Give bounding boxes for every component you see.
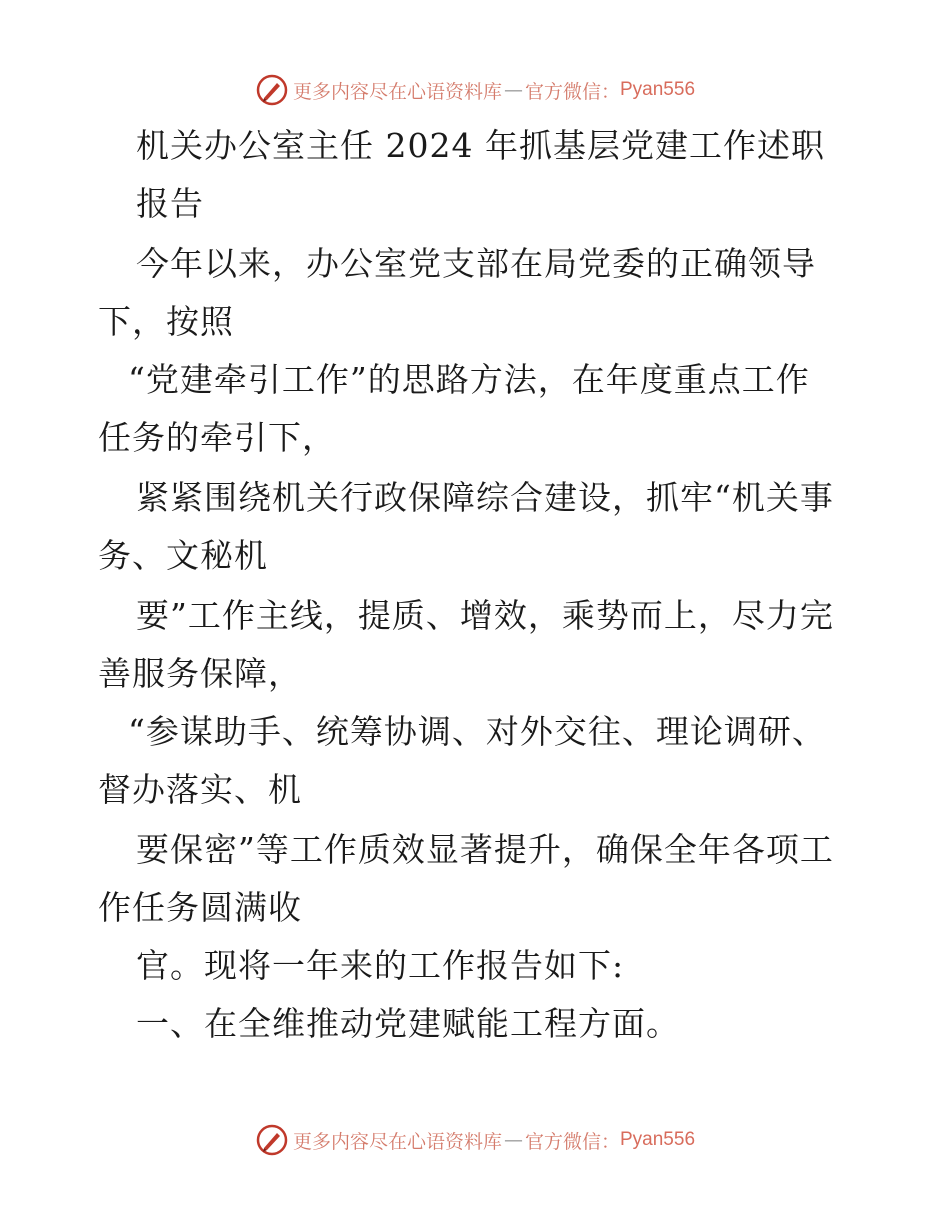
paragraph-line: 务、文秘机 <box>98 536 268 575</box>
paragraph-line: 官。现将一年来的工作报告如下: <box>136 946 625 985</box>
watermark-label: 官方微信： <box>524 80 620 103</box>
watermark-separator: — <box>503 79 523 101</box>
document-title-line-1: 机关办公室主任 2024 年抓基层党建工作述职 <box>136 126 825 165</box>
section-heading: 一、在全维推动党建赋能工程方面。 <box>136 1004 680 1043</box>
watermark-label: 官方微信： <box>524 1130 620 1153</box>
paragraph-line: 任务的牵引下， <box>98 418 336 457</box>
header-watermark <box>0 70 950 110</box>
pen-logo-icon <box>255 73 289 107</box>
paragraph-line: 紧紧围绕机关行政保障综合建设，抓牢“机关事 <box>136 478 834 517</box>
paragraph-line: 督办落实、机 <box>98 770 302 809</box>
paragraph-line: 要”工作主线，提质、增效，乘势而上，尽力完 <box>136 596 834 635</box>
paragraph-line: “参谋助手、统筹协调、对外交往、理论调研、 <box>128 712 826 751</box>
paragraph-line: 下，按照 <box>98 302 234 341</box>
footer-watermark <box>0 1120 950 1160</box>
watermark-account: Pyan556 <box>620 1129 696 1150</box>
watermark-text: 更多内容尽在心语资料库 <box>292 80 502 103</box>
watermark-text: 更多内容尽在心语资料库 <box>292 1130 502 1153</box>
paragraph-line: “党建牵引工作”的思路方法，在年度重点工作 <box>128 360 810 399</box>
pen-logo-icon <box>255 1123 289 1157</box>
paragraph-line: 今年以来，办公室党支部在局党委的正确领导 <box>136 244 816 283</box>
paragraph-line: 作任务圆满收 <box>98 888 302 927</box>
paragraph-line: 善服务保障， <box>98 654 302 693</box>
watermark-account: Pyan556 <box>620 79 696 100</box>
paragraph-line: 要保密”等工作质效显著提升，确保全年各项工 <box>136 830 834 869</box>
document-title-line-2: 报告 <box>136 184 204 223</box>
watermark-separator: — <box>503 1129 523 1151</box>
